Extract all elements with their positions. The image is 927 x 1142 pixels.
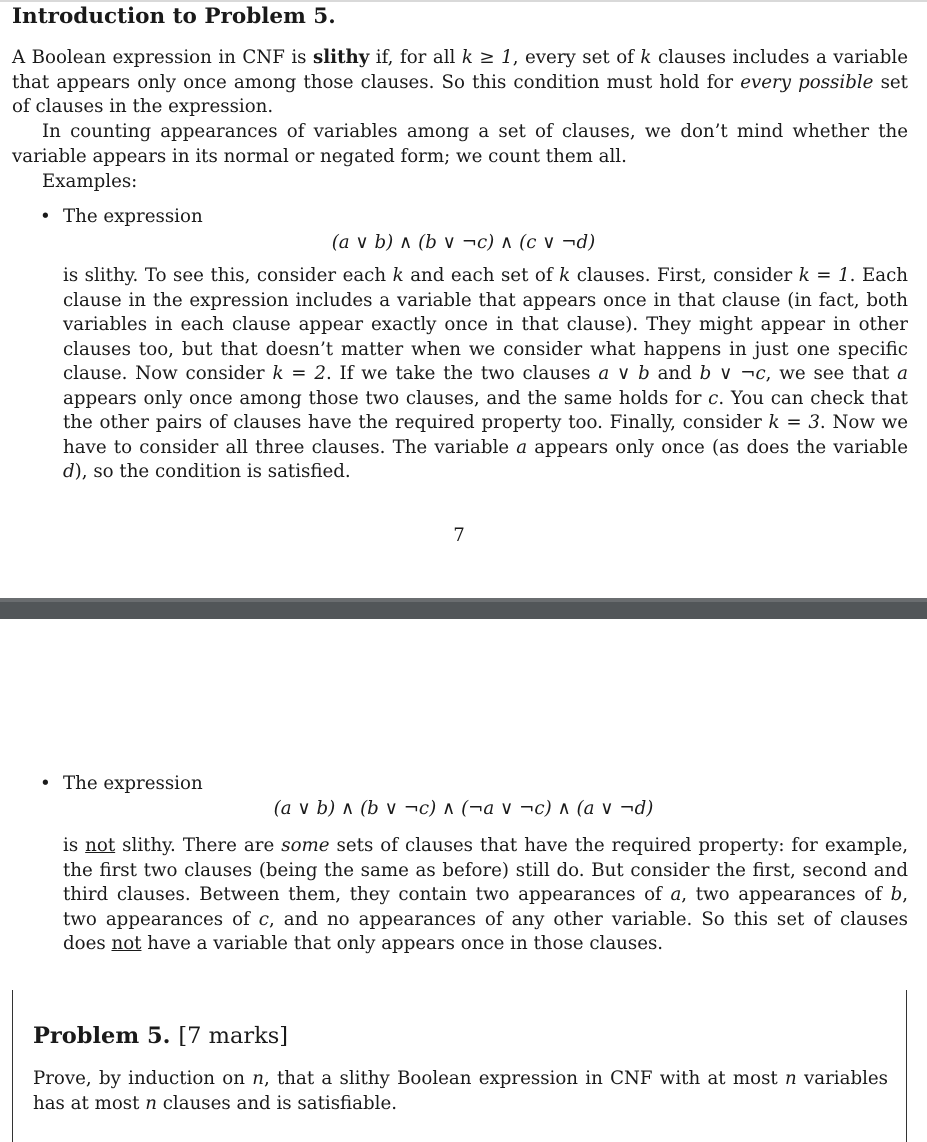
text: , that a slithy Boolean expression in CNF with at most [263, 1068, 785, 1089]
text: . Each clause in the expression includes a variable that appears once in that clause (in fact, both variables in each clause appear exactly once in that clause). They might appear in other clauses too, but that doesn’t matter when we consider what happens in just one specific clause. Now consider [63, 265, 908, 384]
slithy-definition [12, 46, 908, 120]
math: b [890, 884, 903, 905]
text: , we see that [765, 363, 898, 384]
text: , two appearances of [63, 884, 909, 930]
bullet-icon: • [40, 773, 51, 794]
def-text: set of clauses in the expression. [12, 71, 908, 117]
counting-paragraph: In counting appearances of variables among a set of clauses, we don’t mind whether the variable appears in its normal or negated form; we count them all. [12, 121, 908, 167]
math: k [392, 265, 404, 286]
text: clauses and is satisfiable. [156, 1092, 398, 1114]
term-slithy: slithy [313, 47, 370, 68]
math: k [559, 265, 571, 286]
text: variables has at most [33, 1068, 888, 1114]
problem-title: Problem 5. [33, 1023, 171, 1049]
problem-marks: [7 marks] [178, 1023, 289, 1049]
text: clauses. First, consider [570, 265, 799, 286]
bullet-icon: • [40, 206, 51, 227]
text: , and no appearances of any other variable. So this set of clauses does [63, 908, 908, 954]
math: a [516, 436, 528, 458]
text: have a variable that only appears once in those clauses. [141, 933, 664, 954]
def-text: , every set of [512, 47, 641, 68]
problem-box-left-border [12, 990, 13, 1142]
math: d [63, 461, 75, 482]
math: a [670, 884, 682, 905]
lead-text: The expression [63, 773, 203, 794]
math: n [784, 1068, 797, 1089]
underlined-not: not [85, 835, 116, 856]
lead-text: The expression [63, 206, 203, 227]
math-condition: k ≥ 1 [461, 47, 513, 68]
math: k = 2 [272, 363, 326, 384]
problem-heading [33, 1024, 288, 1049]
text: and [649, 363, 700, 384]
text: is [63, 835, 86, 856]
text: . If we take the two clauses [325, 363, 599, 384]
example2-formula: (a ∨ b) ∧ (b ∨ ¬c) ∧ (¬a ∨ ¬c) ∧ (a ∨ ¬d) [273, 798, 654, 819]
text: sets of clauses that have the required property: for example, the first two clauses (being the same as before) still do. But consider the first, second and third clauses. Between them, they contain two appearances of [63, 835, 908, 905]
problem-box-right-border [906, 990, 907, 1142]
intro-heading: Introduction to Problem 5. [12, 4, 336, 29]
top-border [0, 0, 927, 2]
text: . Now we have to consider all three clauses. The variable [63, 412, 908, 458]
math: c [258, 908, 269, 930]
emphasis: every possible [740, 71, 874, 93]
math: b ∨ ¬c [699, 363, 766, 384]
math-k: k [640, 47, 652, 68]
text: and each set of [403, 265, 560, 286]
example1-formula: (a ∨ b) ∧ (b ∨ ¬c) ∧ (c ∨ ¬d) [331, 232, 596, 253]
text: Prove, by induction on [33, 1068, 253, 1089]
def-text: if, for all [369, 47, 462, 68]
text: . You can check that the other pairs of clauses have the required property too. Finally, consider [63, 387, 908, 433]
text: , two appearances of [681, 884, 891, 905]
math: a ∨ b [598, 363, 650, 384]
page-separator-edge [0, 598, 927, 602]
example1-lead [40, 205, 203, 230]
page-separator [0, 598, 927, 619]
example2-explanation [63, 834, 908, 957]
math: k = 3 [768, 412, 820, 433]
text: slithy. There are [115, 835, 282, 856]
math: a [897, 363, 908, 384]
text: ), so the condition is satisfied. [74, 461, 351, 482]
emphasis: some [281, 835, 330, 856]
example1-explanation [63, 264, 908, 485]
text: appears only once among those two clauses, and the same holds for [63, 387, 709, 409]
math: k = 1 [798, 265, 850, 286]
underlined-not: not [111, 933, 142, 954]
text: appears only once (as does the variable [527, 436, 909, 458]
example2-lead [40, 772, 203, 797]
math: c [708, 387, 719, 409]
text: is slithy. To see this, consider each [63, 265, 393, 286]
page-number: 7 [453, 525, 465, 546]
math: n [252, 1068, 264, 1089]
math: n [145, 1092, 157, 1114]
examples-label: Examples: [42, 171, 138, 192]
problem-statement [33, 1067, 888, 1116]
def-text: A Boolean expression in CNF is [12, 47, 314, 68]
def-text: clauses includes a variable that appears only once among those clauses. So this condition must hold for [12, 47, 908, 93]
